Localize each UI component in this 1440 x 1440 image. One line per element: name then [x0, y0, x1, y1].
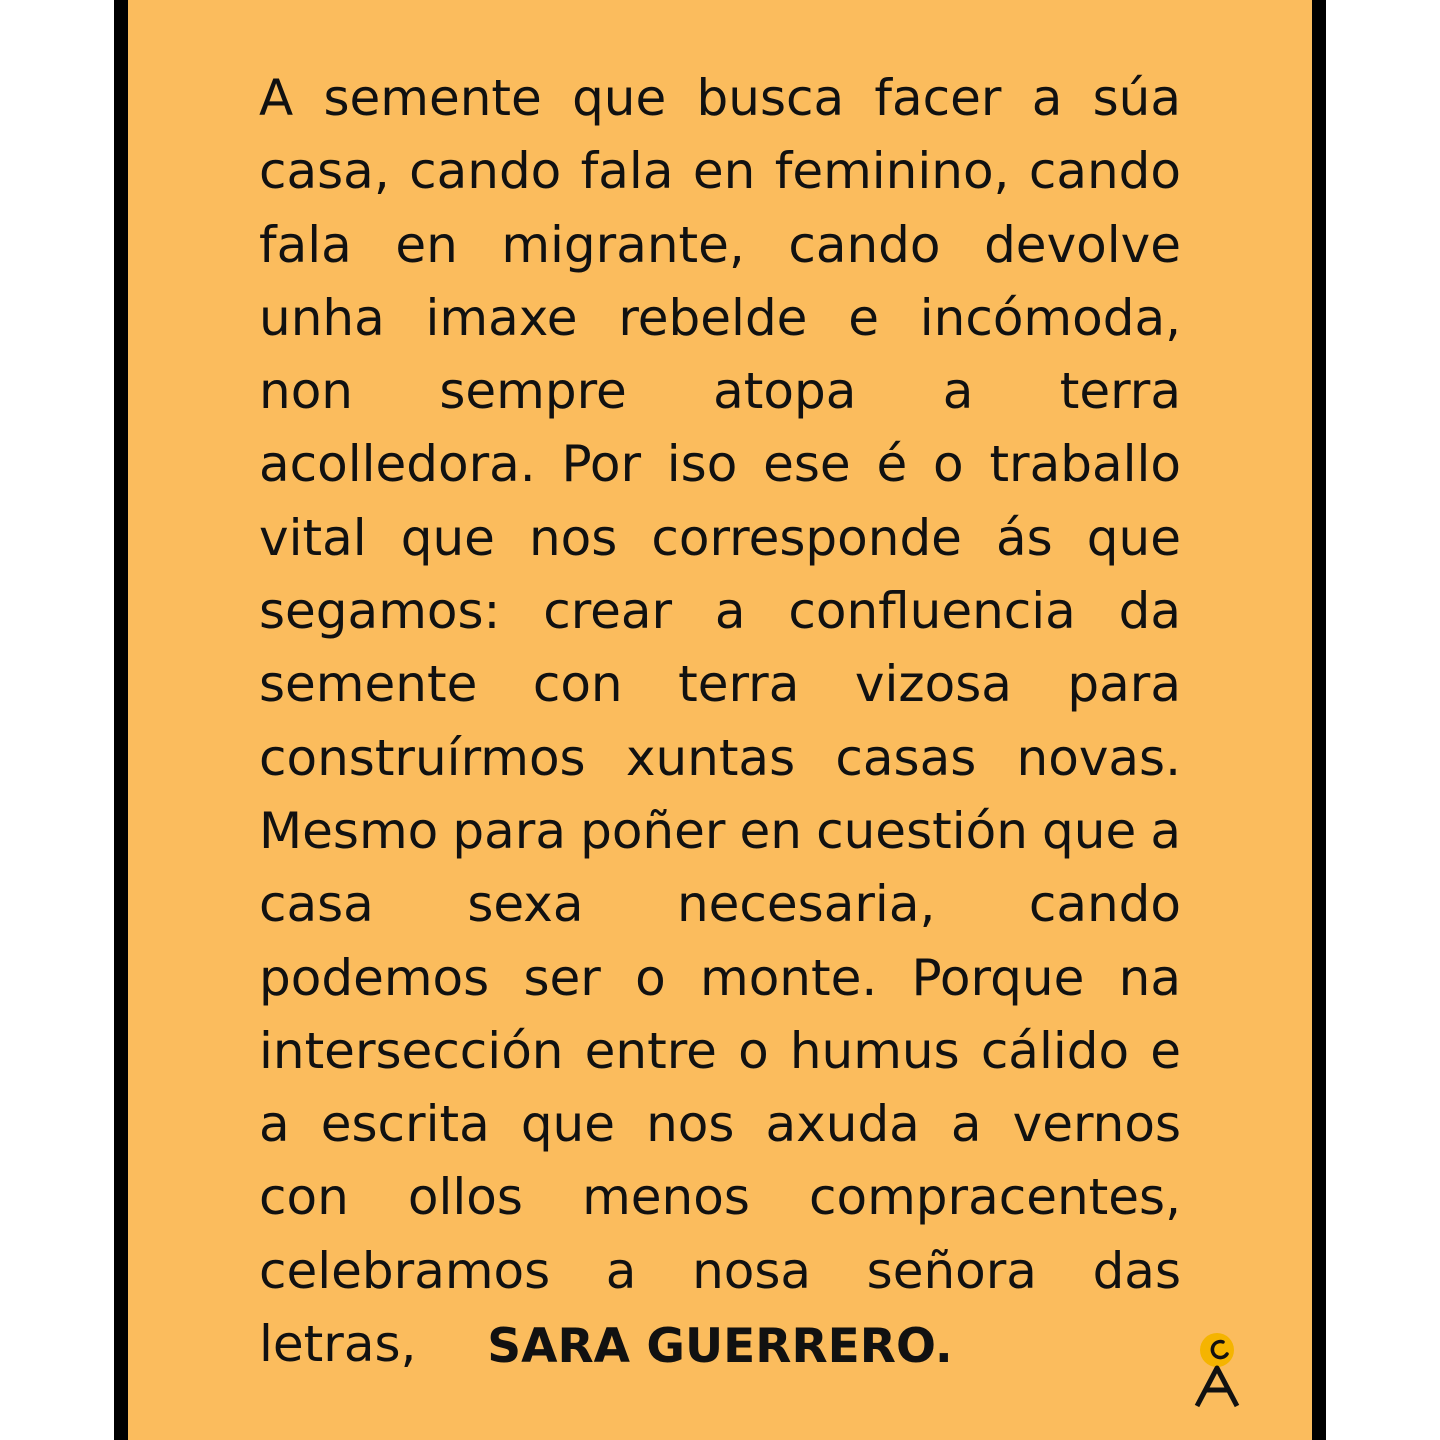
quote-text: A semente que busca facer a súa casa, cando fala en feminino, cando fala en migrante, cando devolve unha imaxe rebelde e incómoda, non sempre atopa a terra acolledora. Por iso ese é o traballo vital que nos corresponde ás que segamos: crear a confluencia da semente con terra vizosa para construírmos xuntas casas novas. Mesmo para poñer en cuestión que a casa sexa necesaria, cando podemos ser o monte. Porque na intersección entre o humus cálido e a escrita que nos axuda a vernos con ollos menos compracentes, celebramos a nosa señora das letras,	[259, 69, 1181, 1374]
sun-a-logo-icon	[1193, 1332, 1241, 1408]
author-name: SARA GUERRERO.	[487, 1319, 953, 1374]
